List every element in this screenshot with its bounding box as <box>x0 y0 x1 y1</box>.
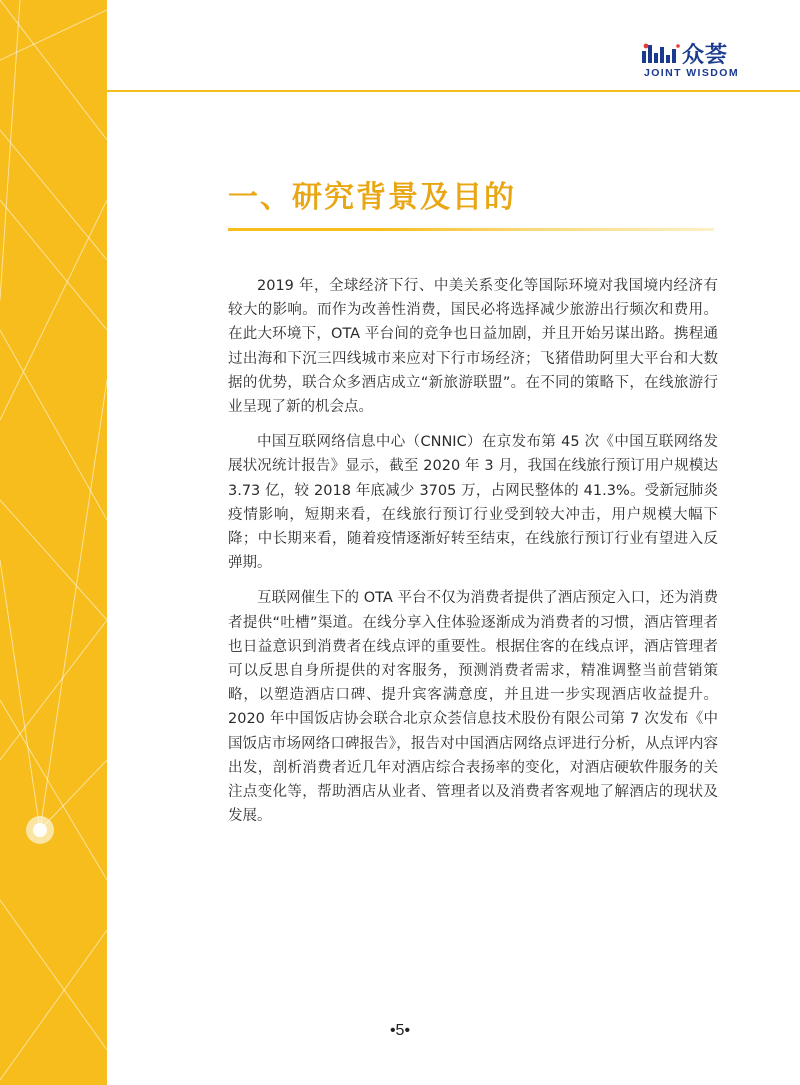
logo-name-cn: 众荟 <box>682 43 729 68</box>
paragraph-1: 2019 年，全球经济下行、中美关系变化等国际环境对我国境内经济有较大的影响。而作为改善性消费，国民必将选择减少旅游出行频次和费用。在此大环境下，OTA 平台间的竞争也日益加剧，并且开始另谋出路。携程通过出海和下沉三四线城市来应对下行市场经济；飞猪借助阿里大平台和大数据的优势，联合众多酒店成立“新旅游联盟”。在不同的策略下，在线旅游行业呈现了新的机会点。 <box>228 278 718 416</box>
logo-mark-icon <box>642 43 680 65</box>
body-text <box>228 274 718 839</box>
page-number: •5• <box>389 1022 411 1039</box>
brand-logo <box>640 40 775 85</box>
paragraph-2: 中国互联网络信息中心（CNNIC）在京发布第 45 次《中国互联网络发展状况统计报告》显示，截至 2020 年 3 月，我国在线旅行预订用户规模达 3.73 亿，较 2018 年底减少 3705 万，占网民整体的 41.3%。受新冠肺炎疫情影响，短期来看，在线旅行预订行业受到较大冲击，用户规模大幅下降；中长期来看，随着疫情逐渐好转至结束，在线旅行预订行业有望进入反弹期。 <box>228 434 718 572</box>
title-underline <box>228 228 714 231</box>
paragraph-3: 互联网催生下的 OTA 平台不仅为消费者提供了酒店预定入口，还为消费者提供“吐槽”渠道。在线分享入住体验逐渐成为消费者的习惯，酒店管理者也日益意识到消费者在线点评的重要性。根据住客的在线点评，酒店管理者可以反思自身所提供的对客服务，预测消费者需求，精准调整当前营销策略，以塑造酒店口碑、提升宾客满意度，并且进一步实现酒店收益提升。2020 年中国饭店协会联合北京众荟信息技术股份有限公司第 7 次发布《中国饭店市场网络口碑报告》，报告对中国酒店网络点评进行分析，从点评内容出发，剖析消费者近几年对酒店综合表扬率的变化，对酒店硬软件服务的关注点变化等，帮助酒店从业者、管理者以及消费者客观地了解酒店的现状及发展。 <box>228 590 718 825</box>
decorative-side-band <box>0 0 107 1085</box>
header-divider <box>107 90 800 92</box>
section-title: 一、研究背景及目的 <box>228 180 516 215</box>
geometric-line-pattern <box>0 0 107 1085</box>
logo-name-en: JOINT WISDOM <box>644 67 739 79</box>
